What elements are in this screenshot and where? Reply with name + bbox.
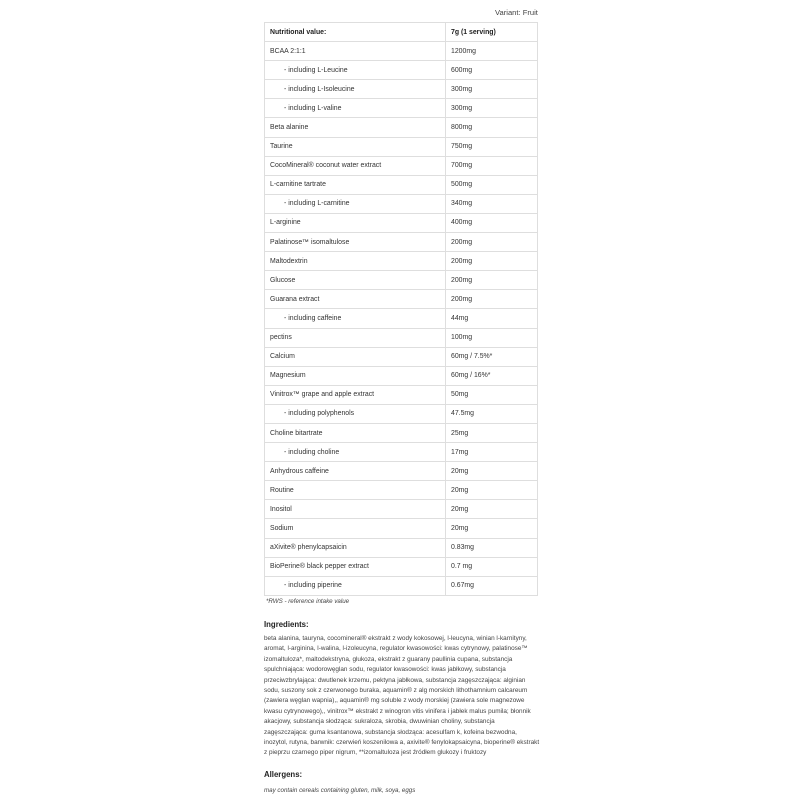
nutrient-value-cell: 47.5mg [446, 404, 538, 423]
nutrient-value-cell: 20mg [446, 519, 538, 538]
table-row [265, 481, 538, 500]
table-row [265, 271, 538, 290]
table-row [265, 137, 538, 156]
nutrient-name-cell: Calcium [265, 347, 446, 366]
nutrient-name-cell: Sodium [265, 519, 446, 538]
nutrient-value-cell: 700mg [446, 156, 538, 175]
table-row [265, 500, 538, 519]
table-row [265, 175, 538, 194]
nutrient-name-cell: BioPerine® black pepper extract [265, 557, 446, 576]
nutrient-name-cell: Vinitrox™ grape and apple extract [265, 385, 446, 404]
table-row [265, 347, 538, 366]
table-row [265, 328, 538, 347]
table-row [265, 519, 538, 538]
table-row [265, 61, 538, 80]
table-row [265, 99, 538, 118]
nutrient-name-cell: Taurine [265, 137, 446, 156]
nutrition-table-body [265, 42, 538, 596]
table-row [265, 156, 538, 175]
table-row [265, 366, 538, 385]
table-row [265, 233, 538, 252]
nutrient-value-cell: 200mg [446, 290, 538, 309]
nutrient-value-cell: 17mg [446, 443, 538, 462]
table-row [265, 290, 538, 309]
table-row [265, 80, 538, 99]
nutrient-value-cell: 0.7 mg [446, 557, 538, 576]
nutrient-name-cell: - including caffeine [265, 309, 446, 328]
nutrient-value-cell: 300mg [446, 99, 538, 118]
header-name-cell: Nutritional value: [265, 23, 446, 42]
nutrient-name-cell: Anhydrous caffeine [265, 462, 446, 481]
nutrient-name-cell: - including polyphenols [265, 404, 446, 423]
nutrient-value-cell: 500mg [446, 175, 538, 194]
nutrient-name-cell: Maltodextrin [265, 252, 446, 271]
nutrient-name-cell: Magnesium [265, 366, 446, 385]
table-row [265, 576, 538, 595]
table-row [265, 252, 538, 271]
nutrient-value-cell: 50mg [446, 385, 538, 404]
table-row [265, 42, 538, 61]
nutrient-value-cell: 800mg [446, 118, 538, 137]
nutrient-name-cell: aXivite® phenylcapsaicin [265, 538, 446, 557]
table-row [265, 443, 538, 462]
nutrient-name-cell: - including L-carnitine [265, 194, 446, 213]
nutrient-value-cell: 100mg [446, 328, 538, 347]
nutrient-name-cell: Glucose [265, 271, 446, 290]
nutrient-value-cell: 20mg [446, 481, 538, 500]
nutrient-value-cell: 0.67mg [446, 576, 538, 595]
footnote: *RWS - reference intake value [266, 598, 350, 605]
variant-label: Variant: Fruit [495, 8, 538, 17]
nutrient-value-cell: 25mg [446, 423, 538, 442]
nutrient-name-cell: Guarana extract [265, 290, 446, 309]
allergens-text: may contain cereals containing gluten, milk, soya, eggs [264, 787, 416, 794]
nutrient-value-cell: 200mg [446, 271, 538, 290]
table-row [265, 385, 538, 404]
table-row [265, 462, 538, 481]
table-row [265, 423, 538, 442]
nutrient-value-cell: 200mg [446, 233, 538, 252]
table-row [265, 309, 538, 328]
nutrient-name-cell: - including L-Isoleucine [265, 80, 446, 99]
nutrient-name-cell: CocoMineral® coconut water extract [265, 156, 446, 175]
nutrient-value-cell: 400mg [446, 213, 538, 232]
table-row [265, 404, 538, 423]
nutrient-name-cell: - including L-valine [265, 99, 446, 118]
nutrient-name-cell: Choline bitartrate [265, 423, 446, 442]
table-row [265, 118, 538, 137]
nutrient-value-cell: 0.83mg [446, 538, 538, 557]
nutrient-name-cell: pectins [265, 328, 446, 347]
header-value-cell: 7g (1 serving) [446, 23, 538, 42]
nutrient-name-cell: - including piperine [265, 576, 446, 595]
nutrition-table [264, 22, 538, 596]
nutrient-name-cell: Palatinose™ isomaltulose [265, 233, 446, 252]
nutrient-value-cell: 20mg [446, 462, 538, 481]
nutrient-name-cell: Routine [265, 481, 446, 500]
nutrient-name-cell: - including choline [265, 443, 446, 462]
ingredients-text: beta alanina, tauryna, cocomineral® ekstrakt z wody kokosowej, l-leucyna, winian l-karnityny, aromat, l-arginina, l-walina, l-izoleucyna, regulator kwasowości: kwas cytrynowy, palatinose™ izomaltuloza*, maltodekstryna, glukoza, ekstrakt z guarany paullinia cupana, substancja spulchniająca: wodorowęglan sodu, regulator kwasowości: kwas jabłkowy, substancja przeciwzbrylająca: dwutlenek krzemu, pektyna jabłkowa, substancja zagęszczająca: alginian sodu, suszony sok z czerwonego buraka, aquamin® z alg morskich lithothamnium calcareum (zawiera węglan wapnia),, aquamin® mg soluble z wody morskiej (zawiera sole magnezowe kwasu cytrynowego),, vinitrox™ ekstrakt z winogron vitis vinifera i jabłek malus pumila; błonnik akacjowy, substancja słodząca: sukraloza, skrobia, dwuwinian choliny, substancja zagęszczająca: guma ksantanowa, substancja słodząca: acesulfam k, kofeina bezwodna, inozytol, rutyna, barwnik: czerwień koszenilowa a, axivite® fenylokapsaicyna, bioperine® ekstrakt z pieprzu czarnego piper nigrum, **izomaltuloza jest źródłem glukozy i fruktozy [264, 635, 540, 757]
nutrient-value-cell: 300mg [446, 80, 538, 99]
table-row [265, 213, 538, 232]
nutrient-name-cell: L-arginine [265, 213, 446, 232]
table-header-row [265, 23, 538, 42]
nutrient-value-cell: 20mg [446, 500, 538, 519]
nutrient-value-cell: 340mg [446, 194, 538, 213]
nutrient-value-cell: 60mg / 16%* [446, 366, 538, 385]
table-row [265, 538, 538, 557]
table-row [265, 557, 538, 576]
nutrient-value-cell: 200mg [446, 252, 538, 271]
nutrient-value-cell: 1200mg [446, 42, 538, 61]
nutrient-value-cell: 600mg [446, 61, 538, 80]
nutrient-value-cell: 750mg [446, 137, 538, 156]
nutrient-name-cell: BCAA 2:1:1 [265, 42, 446, 61]
ingredients-heading: Ingredients: [264, 620, 309, 629]
table-row [265, 194, 538, 213]
nutrient-name-cell: - including L-Leucine [265, 61, 446, 80]
nutrient-name-cell: Beta alanine [265, 118, 446, 137]
nutrient-name-cell: Inositol [265, 500, 446, 519]
allergens-heading: Allergens: [264, 770, 303, 779]
nutrient-name-cell: L-carnitine tartrate [265, 175, 446, 194]
nutrient-value-cell: 44mg [446, 309, 538, 328]
nutrient-value-cell: 60mg / 7.5%* [446, 347, 538, 366]
